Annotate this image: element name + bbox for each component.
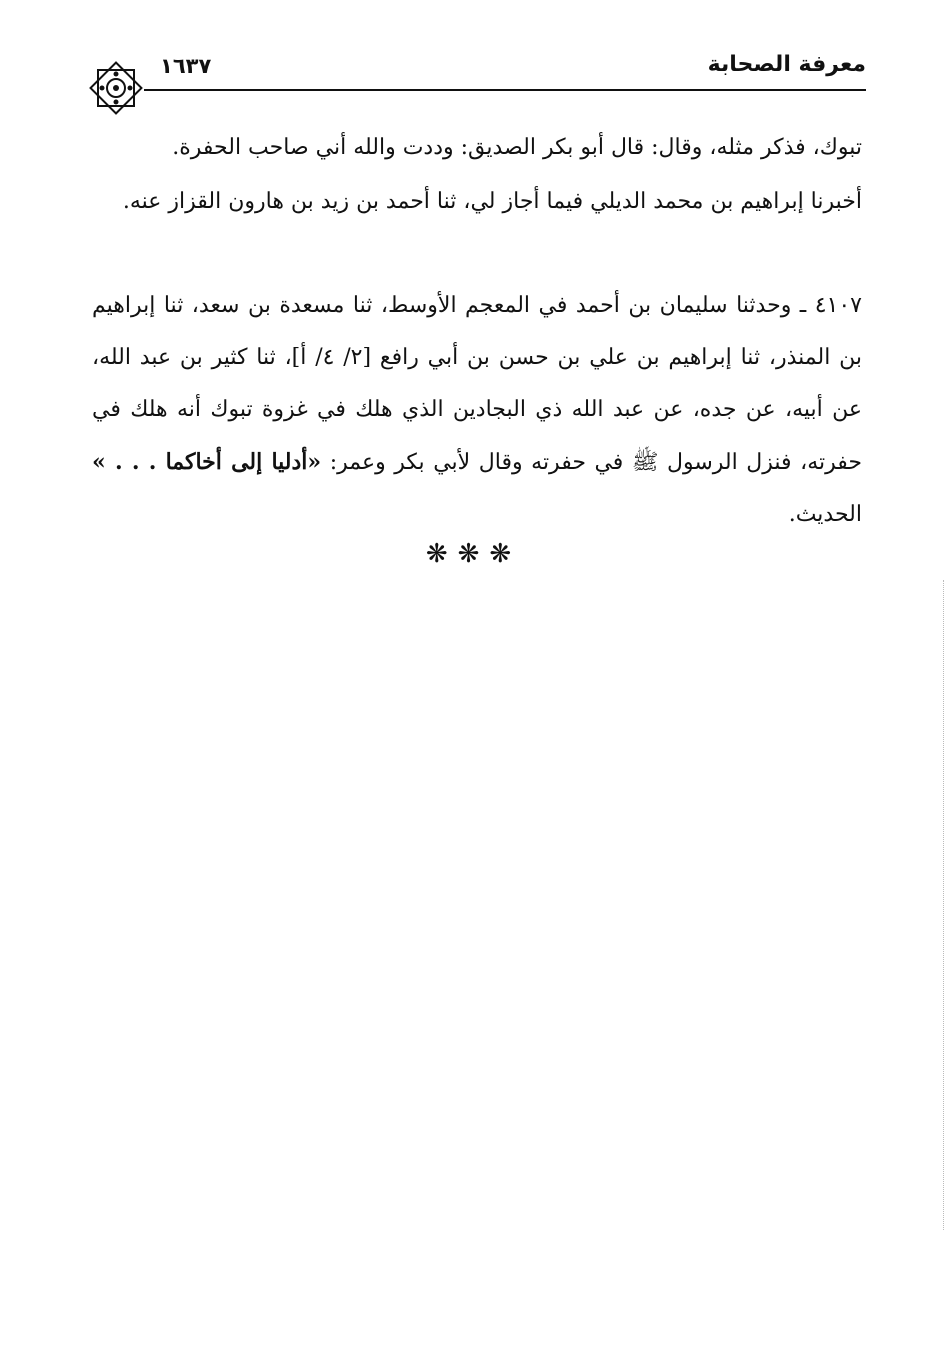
header-rule [144,89,866,91]
hadith-isnad-text: ٤١٠٧ ـ وحدثنا سليمان بن أحمد في المعجم الأوسط، ثنا مسعدة بن سعد، ثنا إبراهيم بن المنذر، ثنا إبراهيم بن علي بن حسن بن أبي رافع [٢/ ٤/ أ]، ثنا كثير بن عبد الله، عن أبيه، عن جده، عن عبد الله ذي البجادين الذي هلك في غزوة تبوك أنه هلك في حفرته، فنزل الرسول ﷺ في حفرته وقال لأبي بكر وعمر: [92,293,863,475]
page-number: ١٦٣٧ [160,54,212,78]
eight-point-star-ornament-icon [88,60,144,116]
scan-edge-line [942,580,944,1230]
hadith-quote: «أدليا إلى أخاكما . . . » [92,449,322,475]
running-title: معرفة الصحابة [707,52,866,77]
page-header [88,40,866,100]
paragraph-hadith-4107 [92,280,862,541]
paragraph-1: تبوك، فذكر مثله، وقال: قال أبو بكر الصديق: وددت والله أني صاحب الحفرة. [172,135,862,160]
hadith-ending: الحديث. [788,502,862,527]
section-separator: ❋❋❋ [425,539,522,569]
paragraph-2: أخبرنا إبراهيم بن محمد الديلي فيما أجاز لي، ثنا أحمد بن زيد بن هارون القزاز عنه. [122,189,862,214]
